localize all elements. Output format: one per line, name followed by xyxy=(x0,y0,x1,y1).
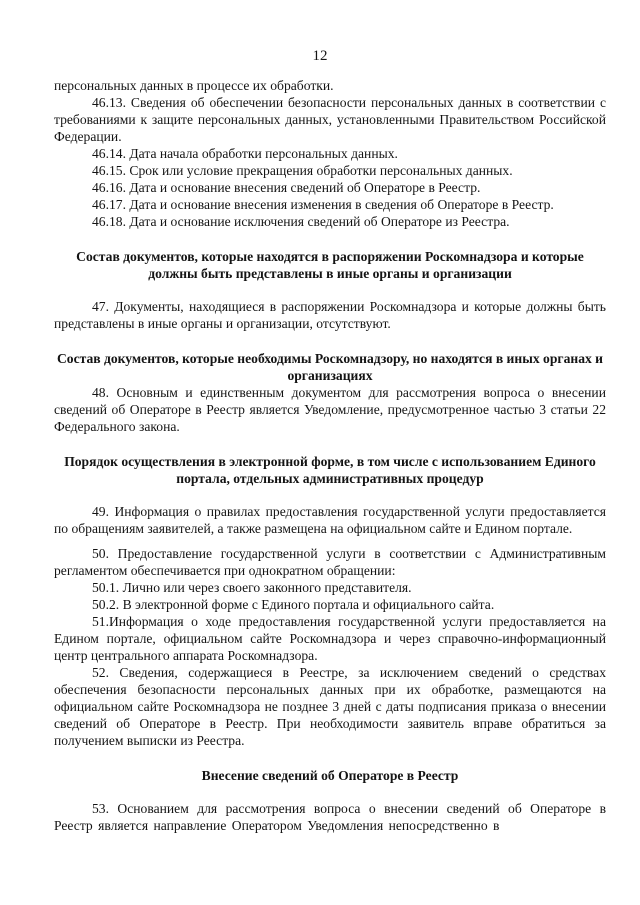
paragraph-50-1: 50.1. Лично или через своего законного представителя. xyxy=(92,580,412,595)
paragraph-48: 48. Основным и единственным документом для рассмотрения вопроса о внесении сведений об Операторе в Реестр является Уведомление, предусмотренное частью 3 статьи 22 Федерального закона. xyxy=(54,385,606,434)
paragraph-46-16: 46.16. Дата и основание внесения сведений об Операторе в Реестр. xyxy=(92,180,481,195)
paragraph-continuation: персональных данных в процессе их обработки. xyxy=(54,78,334,93)
paragraph-53: 53. Основанием для рассмотрения вопроса о внесении сведений об Операторе в Реестр является направление Оператором Уведомления непосредственно в xyxy=(54,801,606,833)
section-heading-documents-roskomnadzor: Состав документов, которые находятся в распоряжении Роскомнадзора и которые должны быть представлены в иные органы и организации xyxy=(76,249,584,281)
paragraph-46-18: 46.18. Дата и основание исключения сведений об Операторе из Реестра. xyxy=(92,214,510,229)
document-body xyxy=(54,77,606,834)
section-heading-register-entry: Внесение сведений об Операторе в Реестр xyxy=(201,768,459,783)
paragraph-50: 50. Предоставление государственной услуги в соответствии с Административным регламентом обеспечивается при однократном обращении: xyxy=(54,546,606,578)
paragraph-46-17: 46.17. Дата и основание внесения изменения в сведения об Операторе в Реестр. xyxy=(92,197,554,212)
paragraph-46-13: 46.13. Сведения об обеспечении безопасности персональных данных в соответствии с требованиями к защите персональных данных, установленными Правительством Российской Федерации. xyxy=(54,95,606,144)
page-number: 12 xyxy=(312,48,328,64)
paragraph-46-14: 46.14. Дата начала обработки персональных данных. xyxy=(92,146,398,161)
paragraph-51: 51.Информация о ходе предоставления государственной услуги предоставляется на Едином портале, официальном сайте Роскомнадзора и через справочно-информационный центр центрального аппарата Роскомнадзора. xyxy=(54,614,606,663)
paragraph-47: 47. Документы, находящиеся в распоряжении Роскомнадзора и которые должны быть представлены в иные органы и организации, отсутствуют. xyxy=(54,299,606,331)
section-heading-electronic-procedures: Порядок осуществления в электронной форме, в том числе с использованием Единого портала, отдельных административных процедур xyxy=(64,454,596,486)
paragraph-49: 49. Информация о правилах предоставления государственной услуги предоставляется по обращениям заявителей, а также размещена на официальном сайте и Едином портале. xyxy=(54,504,606,536)
paragraph-52: 52. Сведения, содержащиеся в Реестре, за исключением сведений о средствах обеспечения безопасности персональных данных при их обработке, размещаются на официальном сайте Роскомнадзора не позднее 3 дней с даты подписания приказа о внесении сведений об Операторе в Реестр. При необходимости заявитель вправе обратиться за получением выписки из Реестра. xyxy=(54,665,606,748)
paragraph-46-15: 46.15. Срок или условие прекращения обработки персональных данных. xyxy=(92,163,513,178)
section-heading-documents-other-bodies: Состав документов, которые необходимы Роскомнадзору, но находятся в иных органах и организациях xyxy=(56,351,604,383)
paragraph-50-2: 50.2. В электронной форме с Единого портала и официального сайта. xyxy=(92,597,495,612)
